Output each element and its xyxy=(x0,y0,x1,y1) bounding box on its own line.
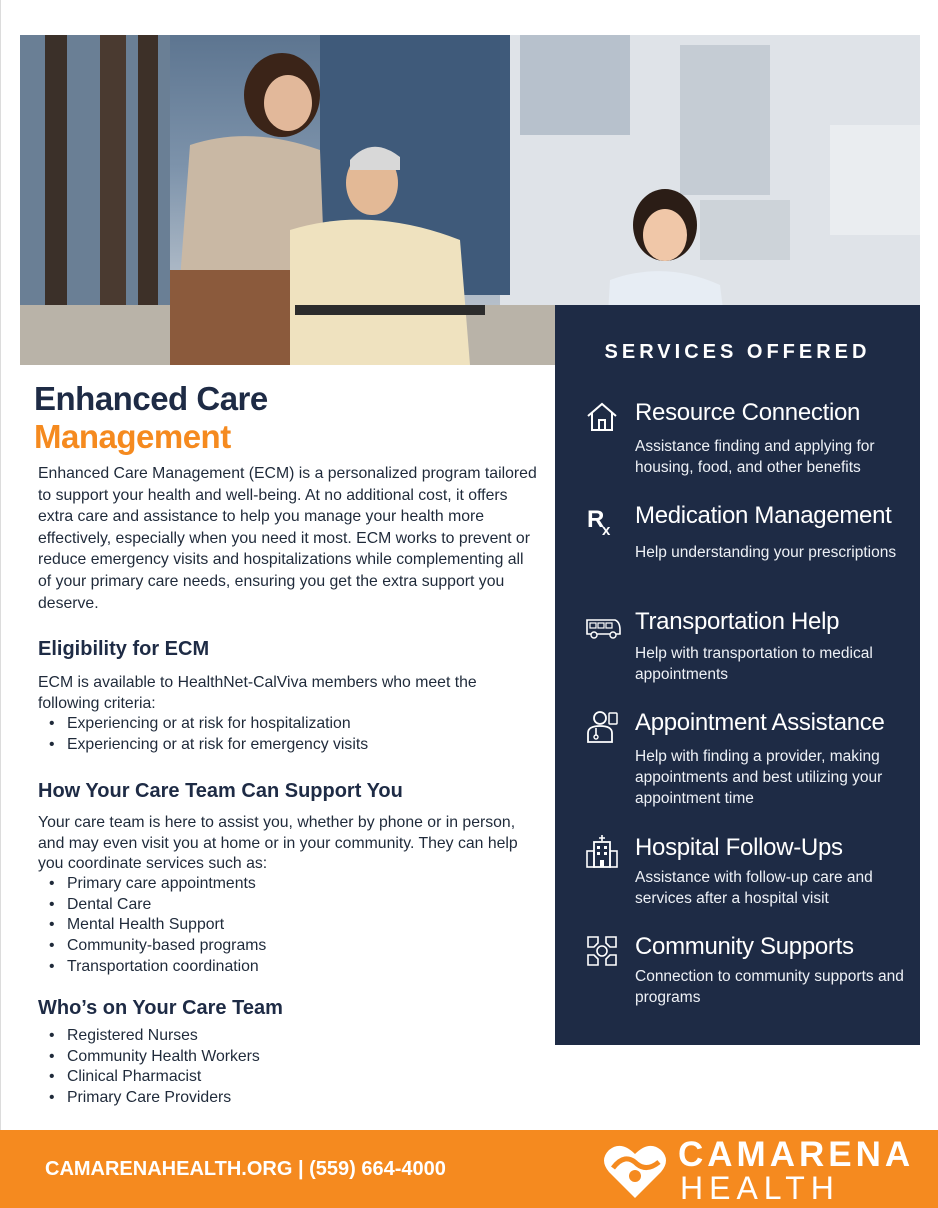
camarena-heart-logo-icon xyxy=(603,1138,667,1202)
service-title: Appointment Assistance xyxy=(635,709,885,736)
page-title-line2: Management xyxy=(34,418,231,455)
svg-text:x: x xyxy=(602,522,611,538)
van-icon xyxy=(580,608,626,644)
service-desc: Help with finding a provider, making appointments and best utilizing your appointment time xyxy=(635,748,883,807)
team-heading: Who’s on Your Care Team xyxy=(38,997,283,1019)
service-title: Medication Management xyxy=(635,502,892,529)
svg-text:R: R xyxy=(587,506,605,533)
doctor-icon xyxy=(584,709,620,745)
service-desc: Help with transportation to medical appointments xyxy=(635,645,873,683)
house-icon xyxy=(584,399,620,435)
list-item: • Registered Nurses xyxy=(38,1026,260,1047)
list-item: • Clinical Pharmacist xyxy=(38,1067,260,1088)
eligibility-text: ECM is available to HealthNet-CalViva members who meet the following criteria: xyxy=(38,674,477,712)
footer-bar xyxy=(0,1130,938,1208)
service-desc: Assistance finding and applying for housing, food, and other benefits xyxy=(635,438,875,476)
prescription-icon xyxy=(584,502,620,538)
service-desc: Help understanding your prescriptions xyxy=(635,544,897,561)
hospital-icon xyxy=(584,834,620,870)
list-item: • Transportation coordination xyxy=(38,957,266,978)
list-item: • Community Health Workers xyxy=(38,1047,260,1068)
service-title: Community Supports xyxy=(635,933,854,960)
service-desc: Connection to community supports and programs xyxy=(635,968,904,1006)
support-text: Your care team is here to assist you, whether by phone or in person, and may even visit you at home or in your community. They can help you coordinate services such as: xyxy=(38,814,518,872)
logo-wordmark-line2: HEALTH xyxy=(680,1170,840,1206)
team-list xyxy=(38,1026,260,1109)
service-title: Hospital Follow-Ups xyxy=(635,834,843,861)
list-item: • Dental Care xyxy=(38,895,266,916)
list-item: • Primary Care Providers xyxy=(38,1088,260,1109)
eligibility-heading: Eligibility for ECM xyxy=(38,638,210,660)
services-panel xyxy=(555,305,920,1045)
support-list xyxy=(38,874,266,978)
support-heading: How Your Care Team Can Support You xyxy=(38,780,403,802)
community-hands-icon xyxy=(584,933,620,969)
list-item: • Community-based programs xyxy=(38,936,266,957)
footer-contact[interactable]: CAMARENAHEALTH.ORG | (559) 664-4000 xyxy=(45,1158,446,1180)
page-edge xyxy=(0,0,1,1208)
list-item: • Experiencing or at risk for hospitalization xyxy=(38,714,368,735)
eligibility-list xyxy=(38,714,368,755)
list-item: • Primary care appointments xyxy=(38,874,266,895)
service-desc: Assistance with follow-up care and services after a hospital visit xyxy=(635,869,873,907)
page-title-line1: Enhanced Care xyxy=(34,380,268,417)
logo-wordmark-line1: CAMARENA xyxy=(678,1135,915,1174)
intro-paragraph: Enhanced Care Management (ECM) is a personalized program tailored to support your health and well-being. At no additional cost, it offers extra care and assistance to help you manage your health more effectively, especially when you need it most. ECM works to prevent or reduce emergency visits and hospitalizations while complementing all of your primary care needs, ensuring you get the extra support you deserve. xyxy=(38,465,537,612)
service-title: Transportation Help xyxy=(635,608,840,635)
list-item: • Experiencing or at risk for emergency visits xyxy=(38,735,368,756)
services-title: SERVICES OFFERED xyxy=(604,341,871,363)
service-title: Resource Connection xyxy=(635,399,861,426)
list-item: • Mental Health Support xyxy=(38,915,266,936)
